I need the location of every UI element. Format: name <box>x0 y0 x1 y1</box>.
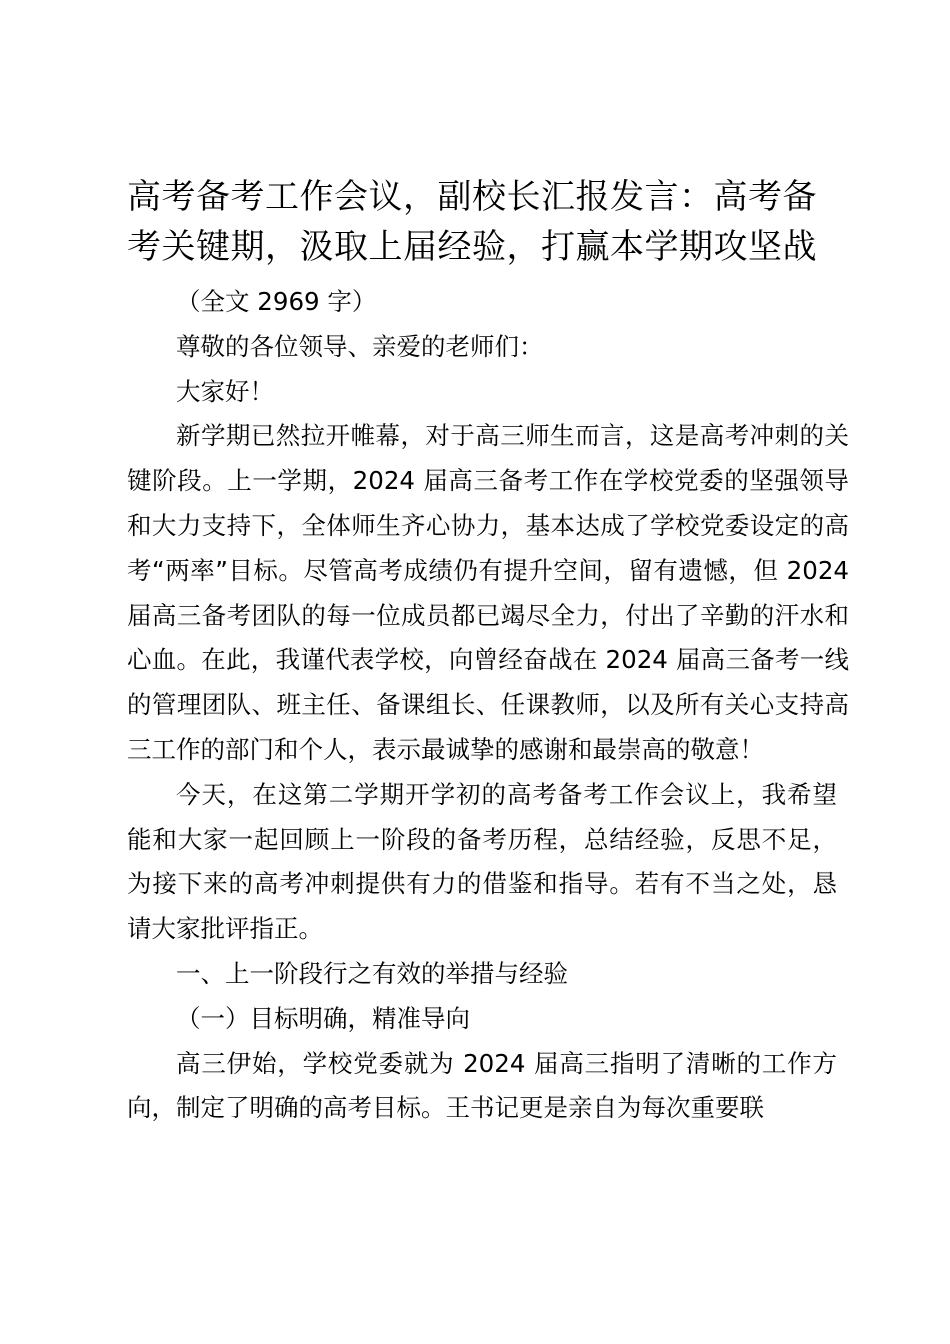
subsection-heading: （一）目标明确，精准导向 <box>176 1003 470 1033</box>
body-paragraph: 今天，在这第二学期开学初的高考备考工作会议上，我希望能和大家一起回顾上一阶段的备考历程，总结经验，反思不足，为接下来的高考冲刺提供有力的借鉴和指导。若有不当之处，恳请大家批评指正。 <box>127 779 837 944</box>
greeting: 大家好！ <box>176 376 274 406</box>
document-title: 高考备考工作会议，副校长汇报发言：高考备考关键期，汲取上届经验，打赢本学期攻坚战 <box>127 177 817 267</box>
body-paragraph: 高三伊始，学校党委就为 2024 届高三指明了清晰的工作方向，制定了明确的高考目标。王书记更是亲自为每次重要联 <box>127 1048 837 1123</box>
section-heading: 一、上一阶段行之有效的举措与经验 <box>176 958 568 988</box>
word-count-note: （全文 2969 字） <box>176 287 377 316</box>
document-body <box>127 280 849 1131</box>
body-paragraph: 新学期已然拉开帷幕，对于高三师生而言，这是高考冲刺的关键阶段。上一学期，2024 届高三备考工作在学校党委的坚强领导和大力支持下，全体师生齐心协力，基本达成了学校党委设定的高考“两率”目标。尽管高考成绩仍有提升空间，留有遗憾，但 2024 届高三备考团队的每一位成员都已竭尽全力，付出了辛勤的汗水和心血。在此，我谨代表学校，向曾经奋战在 2024 届高三备考一线的管理团队、班主任、备课组长、任课教师，以及所有关心支持高三工作的部门和个人，表示最诚挚的感谢和最崇高的敬意！ <box>127 421 849 764</box>
salutation: 尊敬的各位领导、亲爱的老师们： <box>176 331 544 361</box>
